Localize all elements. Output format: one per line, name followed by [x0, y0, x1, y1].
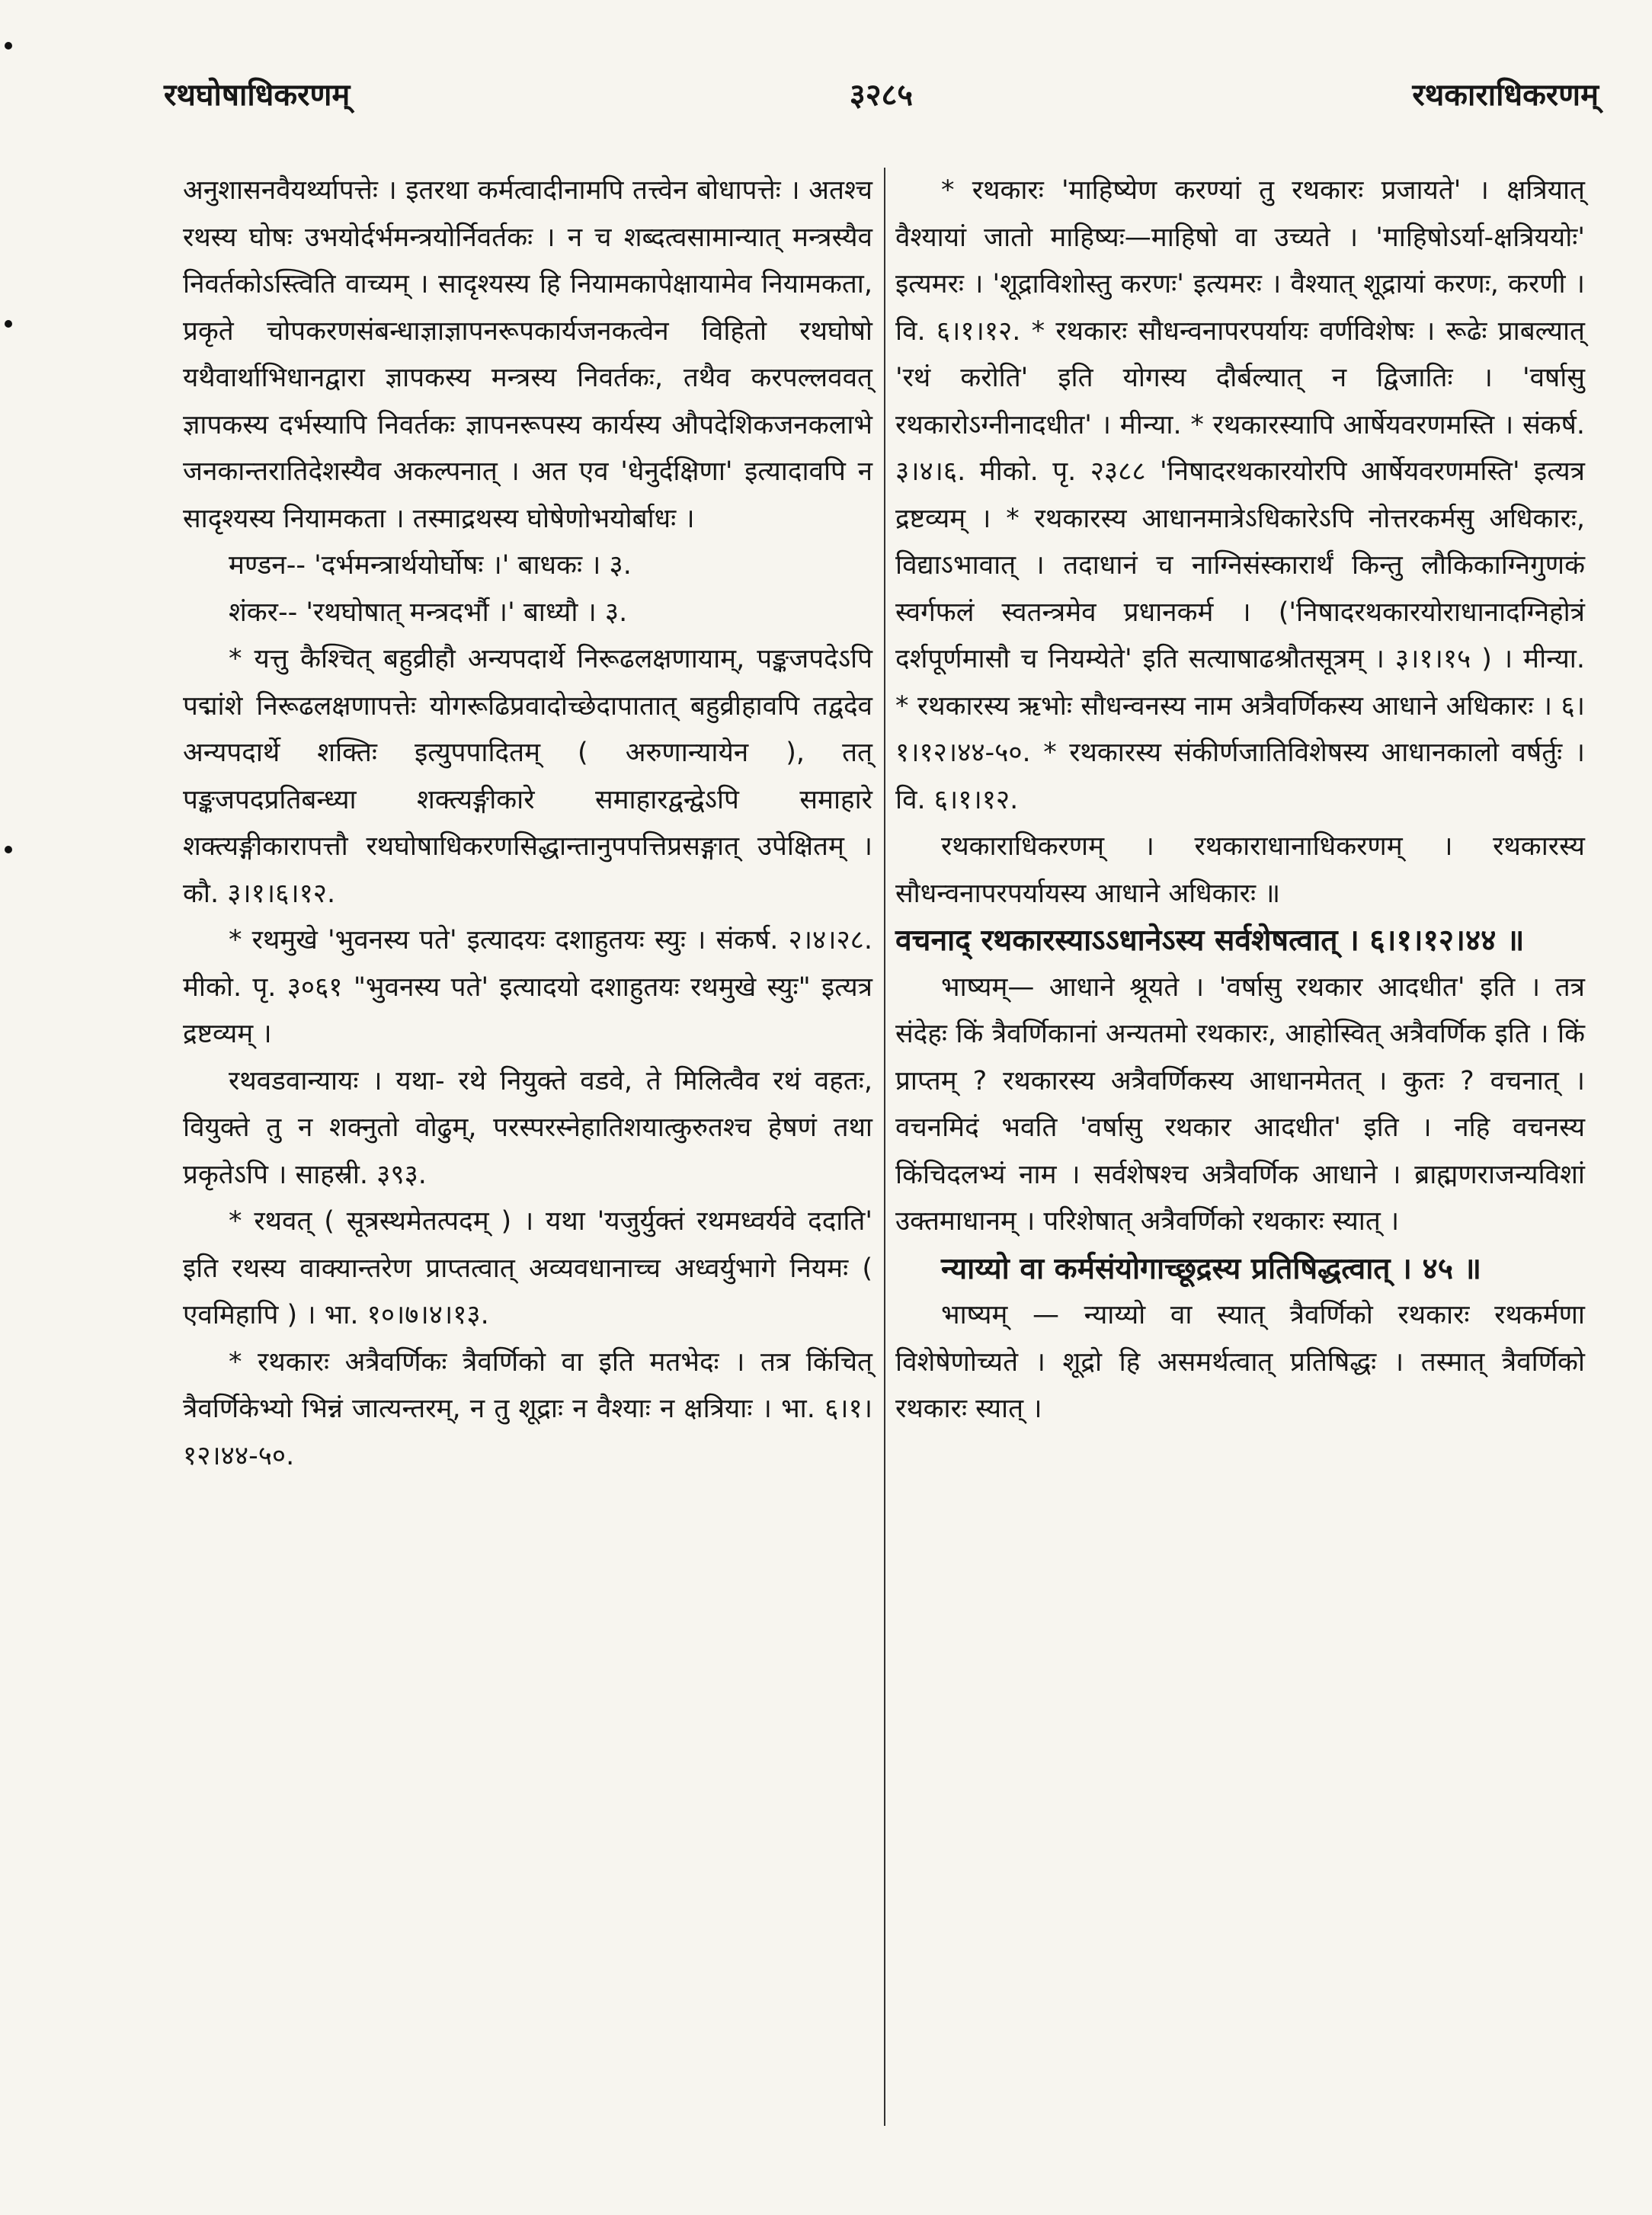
paragraph: रथवडवान्यायः । यथा- रथे नियुक्ते वडवे, ते मिलित्वैव रथं वहतः, वियुक्ते तु न शक्नुतो वोढुम्, परस्परस्नेहातिशयात्कुरुतश्च हेषणं तथा प्रकृतेऽपि । साहस्री. ३९३. [183, 1065, 872, 1190]
page-header [164, 72, 1599, 126]
paragraph: * रथकारः अत्रैवर्णिकः त्रैवर्णिको वा इति मतभेदः । तत्र किंचित् त्रैवर्णिकेभ्यो भिन्नं जात्यन्तरम्, न तु शूद्राः न वैश्याः न क्षत्रियाः । भा. ६।१।१२।४४-५०. [183, 1346, 872, 1471]
paragraph: * रथवत् ( सूत्रस्थमेतत्पदम् ) । यथा 'यजुर्युक्तं रथमध्वर्यवे ददाति' इति रथस्य वाक्यान्तरेण प्राप्तत्वात् अव्यवधानाच्च अध्वर्युभागे नियमः ( एवमिहापि ) । भा. १०।७।४।१३. [183, 1206, 872, 1330]
left-column [183, 168, 872, 1480]
bhashya-paragraph: भाष्यम् — न्याय्यो वा स्यात् त्रैवर्णिको रथकारः रथकर्मणा विशेषेणोच्यते । शूद्रो हि असमर्थत्वात् प्रतिषिद्धः । तस्मात् त्रैवर्णिको रथकारः स्यात् । [895, 1300, 1585, 1424]
margin-mark [5, 42, 12, 50]
page-number: ३२८५ [849, 78, 914, 113]
header-right-title: रथकाराधिकरणम् [1412, 78, 1599, 113]
paragraph: * यत्तु कैश्चित् बहुव्रीहौ अन्यपदार्थे निरूढलक्षणायाम्, पङ्कजपदेऽपि पद्मांशे निरूढलक्षणापत्तेः योगरूढिप्रवादोच्छेदापातात् बहुव्रीहावपि तद्वदेव अन्यपदार्थे शक्तिः इत्युपपादितम् ( अरुणान्यायेन ), तत् पङ्कजपदप्रतिबन्ध्या शक्त्यङ्गीकारे समाहारद्वन्द्वेऽपि समाहारे शक्त्यङ्गीकारापत्तौ रथघोषाधिकरणसिद्धान्तानुपपत्तिप्रसङ्गात् उपेक्षितम् । कौ. ३।१।६।१२. [183, 644, 872, 909]
margin-mark [5, 320, 12, 328]
mandana-verse: मण्डन-- 'दर्भमन्त्रार्थयोर्घोषः ।' बाधकः । ३. [229, 550, 632, 581]
section-title: रथकाराधिकरणम् । रथकाराधानाधिकरणम् । रथकारस्य सौधन्वनापरपर्यायस्य आधाने अधिकारः ॥ [895, 831, 1585, 909]
header-left-title: रथघोषाधिकरणम् [164, 78, 351, 113]
column-divider [884, 168, 885, 2126]
margin-mark [5, 846, 12, 853]
paragraph: * रथमुखे 'भुवनस्य पते' इत्यादयः दशाहुतयः स्युः । संकर्ष. २।४।२८. मीको. पृ. ३०६१ "भुवनस्य पते' इत्यादयो दशाहुतयः रथमुखे स्युः" इत्यत्र द्रष्टव्यम् । [183, 925, 872, 1049]
shankara-verse: शंकर-- 'रथघोषात् मन्त्रदर्भौ ।' बाध्यौ । ३. [229, 597, 628, 628]
bhashya-paragraph: भाष्यम्— आधाने श्रूयते । 'वर्षासु रथकार आदधीत' इति । तत्र संदेहः किं त्रैवर्णिकानां अन्यतमो रथकारः, आहोस्वित् अत्रैवर्णिक इति । किं प्राप्तम् ? रथकारस्य अत्रैवर्णिकस्य आधानमेतत् । कुतः ? वचनात् । वचनमिदं भवति 'वर्षासु रथकार आदधीत' इति । नहि वचनस्य किंचिदलभ्यं नाम । सर्वशेषश्च अत्रैवर्णिक आधाने । ब्राह्मणराजन्यविशां उक्तमाधानम् । परिशेषात् अत्रैवर्णिको रथकारः स्यात् । [895, 971, 1585, 1237]
paragraph: * रथकारः 'माहिष्येण करण्यां तु रथकारः प्रजायते' । क्षत्रियात् वैश्यायां जातो माहिष्यः—माहिषो वा उच्यते । 'माहिषोऽर्या-क्षत्रिययोः' इत्यमरः । 'शूद्राविशोस्तु करणः' इत्यमरः । वैश्यात् शूद्रायां करणः, करणी । वि. ६।१।१२. * रथकारः सौधन्वनापरपर्यायः वर्णविशेषः । रूढेः प्राबल्यात् 'रथं करोति' इति योगस्य दौर्बल्यात् न द्विजातिः । 'वर्षासु रथकारोऽग्नीनादधीत' । मीन्या. * रथकारस्यापि आर्षेयवरणमस्ति । संकर्ष. ३।४।६. मीको. पृ. २३८८ 'निषादरथकारयोरपि आर्षेयवरणमस्ति' इत्यत्र द्रष्टव्यम् । * रथकारस्य आधानमात्रेऽधिकारेऽपि नोत्तरकर्मसु अधिकारः, विद्याऽभावात् । तदाधानं च नाग्निसंस्कारार्थं किन्तु लौकिकाग्निगुणकं स्वर्गफलं स्वतन्त्रमेव प्रधानकर्म । ('निषादरथकारयोराधानादग्निहोत्रं दर्शपूर्णमासौ च नियम्येते' इति सत्याषाढश्रौतसूत्रम् । ३।१।१५ ) । मीन्या. * रथकारस्य ऋभोः सौधन्वनस्य नाम अत्रैवर्णिकस्य आधाने अधिकारः । ६।१।१२।४४-५०. * रथकारस्य संकीर्णजातिविशेषस्य आधानकालो वर्षर्तुः । वि. ६।१।१२. [895, 175, 1585, 815]
right-column [895, 168, 1585, 1433]
paragraph: अनुशासनवैयर्थ्यापत्तेः । इतरथा कर्मत्वादीनामपि तत्त्वेन बोधापत्तेः । अतश्च रथस्य घोषः उभयोर्दर्भमन्त्रयोर्निवर्तकः । न च शब्दत्वसामान्यात् मन्त्रस्यैव निवर्तकोऽस्त्विति वाच्यम् । सादृश्यस्य हि नियामकापेक्षायामेव नियामकता, प्रकृते चोपकरणसंबन्धाज्ञाज्ञापनरूपकार्यजनकत्वेन विहितो रथघोषो यथैवार्थाभिधानद्वारा ज्ञापकस्य मन्त्रस्य निवर्तकः, तथैव करपल्लववत् ज्ञापकस्य दर्भस्यापि निवर्तकः ज्ञापनरूपस्य कार्यस्य औपदेशिकजनकलाभे जनकान्तरातिदेशस्यैव अकल्पनात् । अत एव 'धेनुर्दक्षिणा' इत्यादावपि न सादृश्यस्य नियामकता । तस्माद्रथस्य घोषेणोभयोर्बाधः । [183, 175, 872, 534]
sutra-45: न्याय्यो वा कर्मसंयोगाच्छूद्रस्य प्रतिषिद्धत्वात् । ४५ ॥ [941, 1251, 1481, 1286]
sutra-44: वचनाद् रथकारस्याऽऽधानेऽस्य सर्वशेषत्वात् । ६।१।१२।४४ ॥ [895, 923, 1525, 958]
